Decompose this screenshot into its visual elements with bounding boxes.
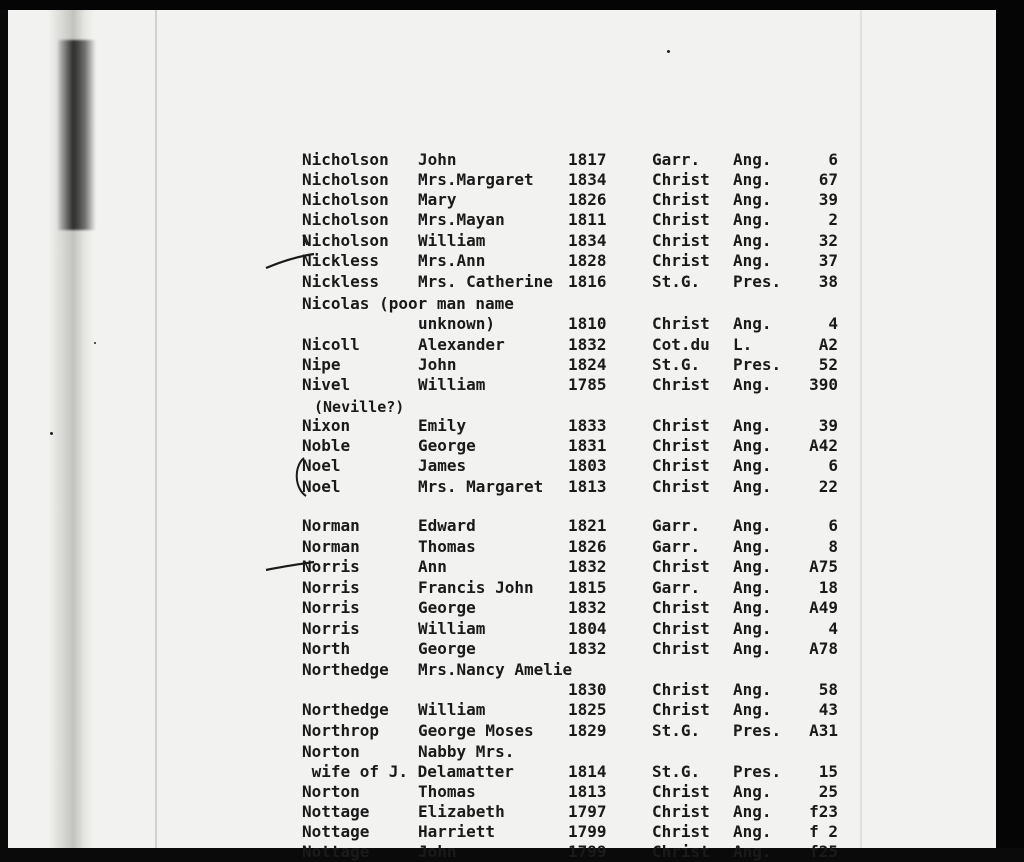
record-denom: Ang.	[733, 190, 772, 209]
record-given: George	[418, 639, 476, 658]
record-church: Christ	[652, 190, 710, 209]
record-church: Christ	[652, 619, 710, 638]
record-year: 1811	[568, 210, 607, 229]
record-church: St.G.	[652, 762, 701, 781]
record-denom: Ang.	[733, 598, 772, 617]
pen-mark-norris	[266, 562, 314, 570]
record-given: Mrs.Mayan	[418, 210, 505, 229]
record-ref: A42	[809, 436, 838, 455]
record-ref: A75	[809, 557, 838, 576]
record-surname: Nottage	[302, 822, 370, 841]
record-given: Elizabeth	[418, 802, 505, 821]
record-ref: 22	[818, 477, 838, 496]
record-given: Mrs.Ann	[418, 251, 486, 270]
record-given: William	[418, 375, 486, 394]
record-year: 1833	[568, 416, 607, 435]
record-denom: Ang.	[733, 150, 772, 169]
record-year: 1814	[568, 762, 607, 781]
record-given: Harriett	[418, 822, 496, 841]
record-ref: 2	[828, 210, 838, 229]
record-church: Christ	[652, 782, 710, 801]
record-surname: Norman	[302, 516, 360, 535]
record-denom: Pres.	[733, 355, 782, 374]
record-church: Garr.	[652, 578, 701, 597]
record-church: Christ	[652, 639, 710, 658]
record-church: Christ	[652, 251, 710, 270]
record-denom: Ang.	[733, 619, 772, 638]
record-church: Garr.	[652, 150, 701, 169]
record-denom: Pres.	[733, 721, 782, 740]
record-ref: f23	[809, 802, 838, 821]
record-church: St.G.	[652, 721, 701, 740]
record-year: 1832	[568, 557, 607, 576]
record-denom: Ang.	[733, 170, 772, 189]
record-year: 1785	[568, 375, 607, 394]
record-surname: Norris	[302, 619, 360, 638]
record-ref: 38	[818, 272, 838, 291]
record-year: 1799	[568, 842, 607, 861]
record-given: Mrs. Catherine	[418, 272, 553, 291]
record-surname: wife of J. Delamatter	[302, 762, 514, 781]
record-church: Garr.	[652, 516, 701, 535]
record-church: Christ	[652, 842, 710, 861]
record-given: Thomas	[418, 782, 476, 801]
record-ref: 6	[828, 150, 838, 169]
record-year: 1828	[568, 251, 607, 270]
record-ref: A2	[818, 335, 838, 354]
record-given: William	[418, 231, 486, 250]
record-given: Mary	[418, 190, 457, 209]
record-surname: Nivel	[302, 375, 351, 394]
record-year: 1832	[568, 335, 607, 354]
record-ref: A78	[809, 639, 838, 658]
record-ref: 67	[818, 170, 838, 189]
record-denom: Ang.	[733, 639, 772, 658]
record-denom: Ang.	[733, 231, 772, 250]
record-year: 1824	[568, 355, 607, 374]
record-ref: 32	[818, 231, 838, 250]
record-denom: Ang.	[733, 842, 772, 861]
record-church: Christ	[652, 598, 710, 617]
record-denom: Ang.	[733, 210, 772, 229]
record-ref: 8	[828, 537, 838, 556]
record-church: Christ	[652, 802, 710, 821]
record-given: John	[418, 842, 457, 861]
record-given: Mrs.Margaret	[418, 170, 534, 189]
record-given: George Moses	[418, 721, 534, 740]
record-denom: Ang.	[733, 477, 772, 496]
record-given: Mrs.Nancy Amelie	[418, 660, 573, 679]
record-year: 1831	[568, 436, 607, 455]
record-church: Christ	[652, 231, 710, 250]
record-ref: 4	[828, 314, 838, 333]
record-year: 1832	[568, 598, 607, 617]
record-surname: Nicholson	[302, 150, 389, 169]
record-surname: Norris	[302, 598, 360, 617]
record-given: John	[418, 355, 457, 374]
record-church: Garr.	[652, 537, 701, 556]
record-denom: Ang.	[733, 557, 772, 576]
record-surname: Nipe	[302, 355, 341, 374]
record-denom: Ang.	[733, 782, 772, 801]
record-ref: 39	[818, 416, 838, 435]
record-ref: 6	[828, 516, 838, 535]
record-year: 1826	[568, 537, 607, 556]
record-surname: Norris	[302, 578, 360, 597]
record-church: Christ	[652, 680, 710, 699]
record-church: Christ	[652, 700, 710, 719]
record-surname: Nixon	[302, 416, 351, 435]
record-given: unknown)	[418, 314, 496, 333]
record-given: Nabby Mrs.	[418, 742, 515, 761]
record-ref: 25	[818, 782, 838, 801]
record-church: Christ	[652, 416, 710, 435]
record-ref: 58	[818, 680, 838, 699]
pen-mark-nickless	[266, 254, 314, 268]
record-year: 1804	[568, 619, 607, 638]
record-denom: Ang.	[733, 680, 772, 699]
record-surname: Nottage	[302, 842, 370, 861]
record-surname: Nicholson	[302, 190, 389, 209]
record-church: Christ	[652, 375, 710, 394]
record-denom: Ang.	[733, 314, 772, 333]
record-year: 1816	[568, 272, 607, 291]
record-surname: Nicoll	[302, 335, 360, 354]
record-ref: 4	[828, 619, 838, 638]
record-surname: Noble	[302, 436, 351, 455]
record-church: Christ	[652, 557, 710, 576]
record-year: 1829	[568, 721, 607, 740]
record-surname: Nicholson	[302, 170, 389, 189]
record-surname: Nicolas (poor man name	[302, 294, 514, 313]
record-surname: Northedge	[302, 660, 389, 679]
record-year: 1813	[568, 782, 607, 801]
record-denom: Ang.	[733, 822, 772, 841]
record-year: 1834	[568, 231, 607, 250]
record-surname: Nickless	[302, 272, 380, 291]
record-ref: 6	[828, 456, 838, 475]
record-church: Christ	[652, 210, 710, 229]
record-surname: Norton	[302, 782, 360, 801]
record-ref: A31	[809, 721, 838, 740]
record-ref: A49	[809, 598, 838, 617]
record-given: Ann	[418, 557, 447, 576]
record-surname: Northedge	[302, 700, 389, 719]
record-year: 1834	[568, 170, 607, 189]
record-church: St.G.	[652, 272, 701, 291]
record-surname: Noel	[302, 456, 341, 475]
record-church: Cot.du	[652, 335, 710, 354]
pen-tick	[303, 235, 307, 245]
record-ref: f 2	[809, 822, 838, 841]
record-surname: Nicholson	[302, 231, 389, 250]
record-year: 1813	[568, 477, 607, 496]
record-given: Edward	[418, 516, 476, 535]
record-denom: Pres.	[733, 272, 782, 291]
record-denom: Pres.	[733, 762, 782, 781]
record-year: 1815	[568, 578, 607, 597]
record-given: William	[418, 619, 486, 638]
record-denom: Ang.	[733, 578, 772, 597]
record-year: 1803	[568, 456, 607, 475]
record-denom: Ang.	[733, 537, 772, 556]
record-year: 1821	[568, 516, 607, 535]
record-year: 1797	[568, 802, 607, 821]
record-given: Thomas	[418, 537, 476, 556]
record-given: Francis John	[418, 578, 534, 597]
record-year: 1825	[568, 700, 607, 719]
record-ref: f25	[809, 842, 838, 861]
record-surname: Nickless	[302, 251, 380, 270]
record-church: Christ	[652, 314, 710, 333]
annotation-neville: (Neville?)	[314, 398, 405, 416]
record-ref: 39	[818, 190, 838, 209]
record-church: St.G.	[652, 355, 701, 374]
record-denom: L.	[733, 335, 753, 354]
record-church: Christ	[652, 436, 710, 455]
record-given: George	[418, 436, 476, 455]
record-given: Emily	[418, 416, 467, 435]
record-ref: 43	[818, 700, 838, 719]
record-surname: Norris	[302, 557, 360, 576]
record-year: 1830	[568, 680, 607, 699]
record-given: Alexander	[418, 335, 505, 354]
record-year: 1817	[568, 150, 607, 169]
pen-bracket-noel	[297, 458, 306, 496]
record-surname: Northrop	[302, 721, 380, 740]
record-year: 1799	[568, 822, 607, 841]
record-ref: 37	[818, 251, 838, 270]
record-church: Christ	[652, 477, 710, 496]
record-given: George	[418, 598, 476, 617]
record-ref: 390	[809, 375, 838, 394]
record-surname: Norman	[302, 537, 360, 556]
record-ref: 18	[818, 578, 838, 597]
record-denom: Ang.	[733, 375, 772, 394]
record-year: 1832	[568, 639, 607, 658]
record-surname: Noel	[302, 477, 341, 496]
record-surname: Nottage	[302, 802, 370, 821]
record-ref: 15	[818, 762, 838, 781]
record-year: 1826	[568, 190, 607, 209]
record-given: John	[418, 150, 457, 169]
record-given: William	[418, 700, 486, 719]
record-ref: 52	[818, 355, 838, 374]
record-year: 1810	[568, 314, 607, 333]
record-denom: Ang.	[733, 456, 772, 475]
record-given: James	[418, 456, 467, 475]
record-church: Christ	[652, 456, 710, 475]
record-denom: Ang.	[733, 516, 772, 535]
record-denom: Ang.	[733, 802, 772, 821]
record-denom: Ang.	[733, 251, 772, 270]
record-surname: North	[302, 639, 351, 658]
record-denom: Ang.	[733, 436, 772, 455]
record-church: Christ	[652, 170, 710, 189]
record-given: Mrs. Margaret	[418, 477, 544, 496]
record-surname: Nicholson	[302, 210, 389, 229]
record-denom: Ang.	[733, 700, 772, 719]
record-church: Christ	[652, 822, 710, 841]
record-denom: Ang.	[733, 416, 772, 435]
record-surname: Norton	[302, 742, 360, 761]
